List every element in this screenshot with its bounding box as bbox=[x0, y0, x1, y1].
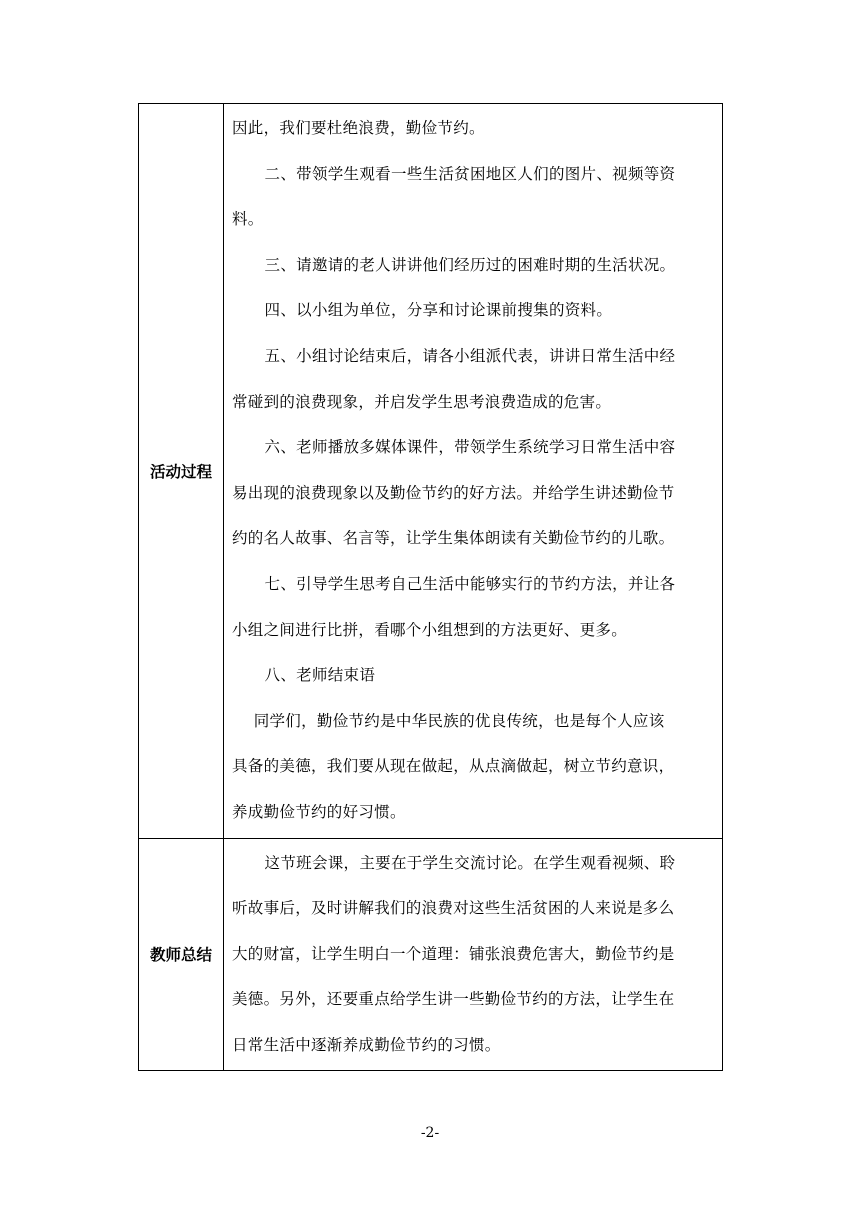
content-line: 大的财富，让学生明白一个道理：铺张浪费危害大，勤俭节约是 bbox=[232, 944, 675, 963]
activity-process-content bbox=[224, 104, 723, 839]
content-line: 八、老师结束语 bbox=[264, 666, 376, 685]
content-line: 易出现的浪费现象以及勤俭节约的好方法。并给学生讲述勤俭节 bbox=[232, 483, 675, 502]
teacher-summary-content bbox=[224, 838, 723, 1071]
content-line: 日常生活中逐渐养成勤俭节约的习惯。 bbox=[232, 1035, 501, 1054]
row-label-teacher-summary: 教师总结 bbox=[139, 838, 224, 1071]
content-line: 五、小组讨论结束后，请各小组派代表，讲讲日常生活中经 bbox=[264, 346, 676, 365]
content-line: 小组之间进行比拼，看哪个小组想到的方法更好、更多。 bbox=[232, 620, 628, 639]
lesson-plan-table bbox=[138, 103, 723, 1071]
content-line: 养成勤俭节约的好习惯。 bbox=[232, 802, 406, 821]
content-line: 约的名人故事、名言等，让学生集体朗读有关勤俭节约的儿歌。 bbox=[232, 529, 675, 548]
content-line: 七、引导学生思考自己生活中能够实行的节约方法，并让各 bbox=[264, 574, 676, 593]
table-row-activity-process bbox=[139, 104, 723, 839]
content-line: 二、带领学生观看一些生活贫困地区人们的图片、视频等资 bbox=[264, 164, 676, 183]
content-line: 料。 bbox=[232, 210, 264, 229]
content-line: 同学们，勤俭节约是中华民族的优良传统，也是每个人应该 bbox=[253, 711, 665, 730]
page-number: -2- bbox=[420, 1125, 440, 1141]
content-line: 常碰到的浪费现象，并启发学生思考浪费造成的危害。 bbox=[232, 392, 612, 411]
table-row-teacher-summary bbox=[139, 838, 723, 1071]
content-line: 具备的美德，我们要从现在做起，从点滴做起，树立节约意识， bbox=[232, 757, 675, 776]
content-line: 因此，我们要杜绝浪费，勤俭节约。 bbox=[232, 119, 485, 137]
content-line: 六、老师播放多媒体课件，带领学生系统学习日常生活中容 bbox=[264, 438, 676, 457]
content-line: 美德。另外，还要重点给学生讲一些勤俭节约的方法，让学生在 bbox=[232, 990, 675, 1009]
row-label-activity-process: 活动过程 bbox=[139, 104, 224, 839]
content-line: 这节班会课，主要在于学生交流讨论。在学生观看视频、聆 bbox=[264, 853, 676, 872]
content-line: 四、以小组为单位，分享和讨论课前搜集的资料。 bbox=[264, 301, 613, 320]
content-line: 听故事后，及时讲解我们的浪费对这些生活贫困的人来说是多么 bbox=[232, 899, 675, 918]
content-line: 三、请邀请的老人讲讲他们经历过的困难时期的生活状况。 bbox=[264, 255, 676, 274]
